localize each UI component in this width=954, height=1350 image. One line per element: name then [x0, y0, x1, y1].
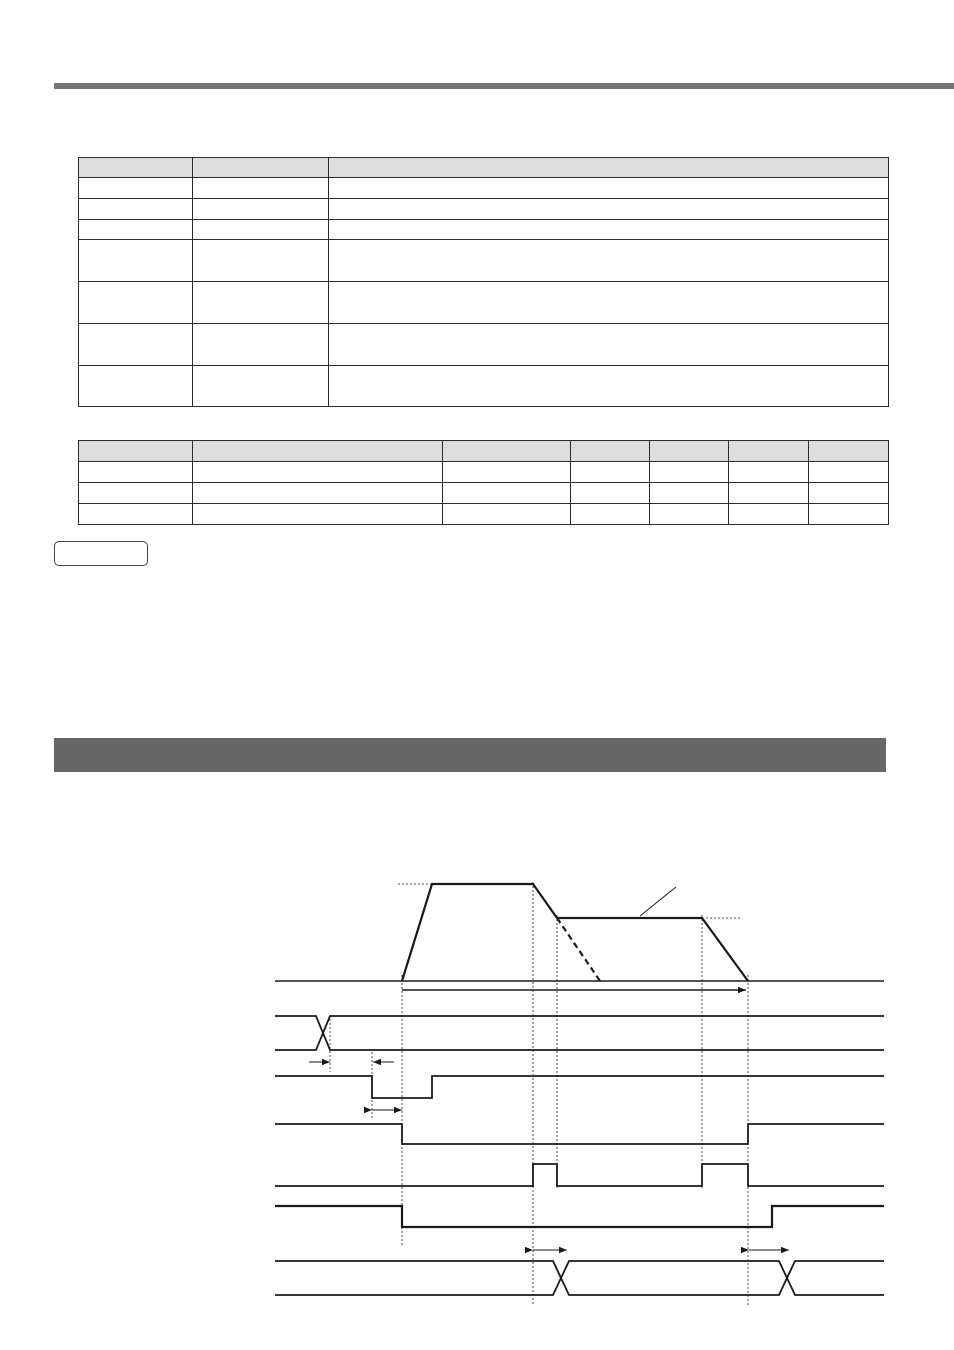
- signal-move: [275, 1206, 884, 1227]
- signal-output-bus: [275, 1261, 884, 1295]
- guide-lines: [330, 882, 748, 1305]
- signal-data-bus: [275, 1016, 884, 1050]
- speed-callout-leader: [640, 887, 676, 916]
- signal-output-pulses: [275, 1164, 884, 1186]
- speed-decel-dashed: [557, 918, 600, 981]
- signal-start-pulse: [275, 1076, 884, 1098]
- speed-profile: [402, 884, 748, 981]
- signal-line: [275, 1261, 884, 1278]
- signal-line: [275, 1016, 884, 1033]
- signal-line: [275, 1033, 884, 1050]
- signal-line: [275, 1278, 884, 1295]
- speed-profile-line: [402, 884, 748, 981]
- signal-ready: [275, 1124, 884, 1144]
